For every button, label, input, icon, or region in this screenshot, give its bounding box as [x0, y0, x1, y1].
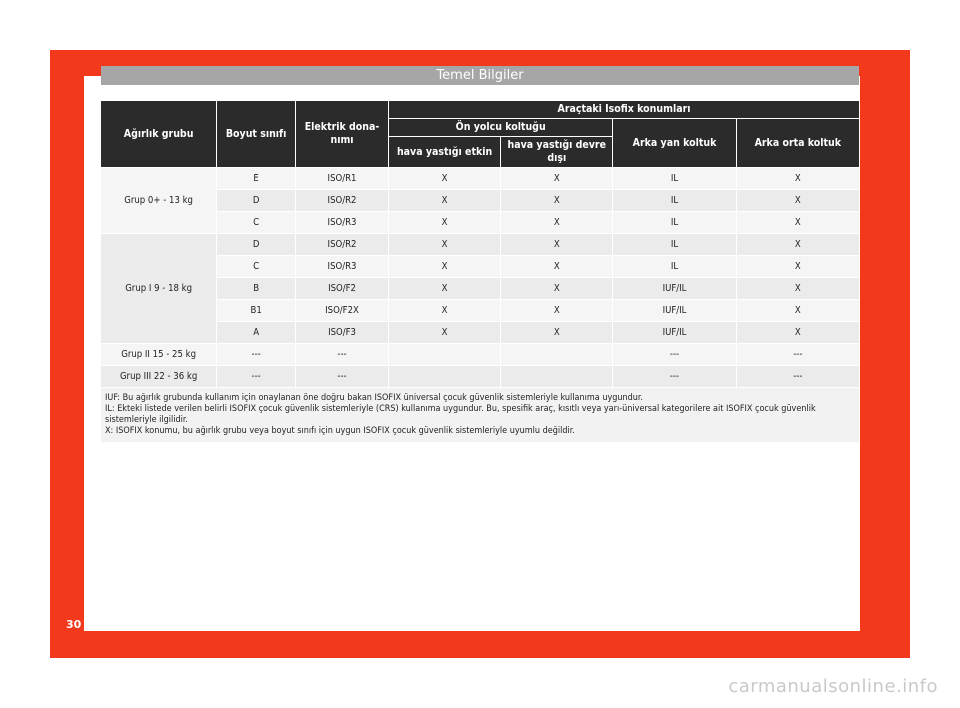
- rear-center-cell: X: [737, 212, 859, 233]
- header-airbag-on: hava yastığı etkin: [389, 137, 500, 167]
- rear-center-cell: X: [737, 234, 859, 255]
- header-rear-center: Arka orta koltuk: [737, 119, 859, 167]
- rear-center-cell: X: [737, 278, 859, 299]
- size-class-cell: E: [217, 168, 295, 189]
- header-rear-side: Arka yan koltuk: [613, 119, 735, 167]
- header-front-passenger: Ön yolcu koltuğu: [389, 119, 612, 136]
- rear-side-cell: IUF/IL: [613, 278, 735, 299]
- airbag-off-cell: X: [501, 190, 612, 211]
- rear-side-cell: IL: [613, 256, 735, 277]
- airbag-off-cell: [501, 366, 612, 387]
- rear-side-cell: IUF/IL: [613, 322, 735, 343]
- table-notes: [101, 388, 859, 442]
- size-class-cell: ---: [217, 344, 295, 365]
- rear-side-cell: ---: [613, 344, 735, 365]
- airbag-on-cell: X: [389, 256, 500, 277]
- rear-side-cell: IL: [613, 190, 735, 211]
- header-weight-group: Ağırlık grubu: [101, 101, 216, 167]
- note-line: IL: Ekteki listede verilen belirli ISOFIX çocuk güvenlik sistemleriyle (CRS) kullanıma uygundur. Bu, spesifik araç, kısıtlı veya yarı-üniversal kategorilere ait ISOFIX çocuk güvenlik sistemleriyle ilgilidir.: [105, 404, 816, 425]
- table-row: [101, 344, 859, 365]
- fixture-cell: ISO/R2: [296, 190, 388, 211]
- size-class-cell: D: [217, 190, 295, 211]
- section-title: Temel Bilgiler: [101, 66, 859, 85]
- notes-row: [101, 388, 859, 442]
- fixture-cell: ISO/F2: [296, 278, 388, 299]
- airbag-on-cell: X: [389, 190, 500, 211]
- page-number: 30: [66, 618, 82, 631]
- airbag-on-cell: [389, 366, 500, 387]
- rear-center-cell: X: [737, 300, 859, 321]
- weight-group-cell: Grup I 9 - 18 kg: [101, 234, 216, 343]
- rear-side-cell: IL: [613, 168, 735, 189]
- airbag-off-cell: X: [501, 278, 612, 299]
- size-class-cell: B: [217, 278, 295, 299]
- size-class-cell: ---: [217, 366, 295, 387]
- airbag-on-cell: X: [389, 212, 500, 233]
- size-class-cell: A: [217, 322, 295, 343]
- airbag-on-cell: X: [389, 322, 500, 343]
- header-size-class: Boyut sınıfı: [217, 101, 295, 167]
- weight-group-cell: Grup 0+ - 13 kg: [101, 168, 216, 233]
- isofix-table-container: [101, 101, 859, 442]
- rear-side-cell: IL: [613, 212, 735, 233]
- size-class-cell: D: [217, 234, 295, 255]
- airbag-on-cell: [389, 344, 500, 365]
- note-line: IUF: Bu ağırlık grubunda kullanım için onaylanan öne doğru bakan ISOFIX üniversal çocuk güvenlik sistemleriyle kullanıma uygundur.: [105, 393, 643, 403]
- rear-center-cell: X: [737, 190, 859, 211]
- size-class-cell: B1: [217, 300, 295, 321]
- size-class-cell: C: [217, 212, 295, 233]
- airbag-on-cell: X: [389, 168, 500, 189]
- header-isofix-positions: Araçtaki Isofix konumları: [389, 101, 859, 118]
- table-body: [101, 168, 859, 442]
- fixture-cell: ---: [296, 344, 388, 365]
- rear-center-cell: X: [737, 256, 859, 277]
- table-row: [101, 366, 859, 387]
- rear-center-cell: ---: [737, 366, 859, 387]
- airbag-off-cell: X: [501, 168, 612, 189]
- rear-center-cell: ---: [737, 344, 859, 365]
- rear-side-cell: ---: [613, 366, 735, 387]
- table-header: [101, 101, 859, 167]
- fixture-cell: ISO/F2X: [296, 300, 388, 321]
- weight-group-cell: Grup III 22 - 36 kg: [101, 366, 216, 387]
- note-line: X: ISOFIX konumu, bu ağırlık grubu veya boyut sınıfı için uygun ISOFIX çocuk güvenlik sistemleriyle uyumlu değildir.: [105, 426, 575, 436]
- fixture-cell: ISO/F3: [296, 322, 388, 343]
- size-class-cell: C: [217, 256, 295, 277]
- rear-side-cell: IL: [613, 234, 735, 255]
- fixture-cell: ISO/R3: [296, 212, 388, 233]
- fixture-cell: ISO/R2: [296, 234, 388, 255]
- weight-group-cell: Grup II 15 - 25 kg: [101, 344, 216, 365]
- rear-center-cell: X: [737, 168, 859, 189]
- header-fixture: Elektrik donanımı: [296, 101, 388, 167]
- airbag-off-cell: [501, 344, 612, 365]
- airbag-on-cell: X: [389, 234, 500, 255]
- table-row: [101, 168, 859, 189]
- fixture-cell: ISO/R3: [296, 256, 388, 277]
- airbag-on-cell: X: [389, 278, 500, 299]
- fixture-cell: ISO/R1: [296, 168, 388, 189]
- table-row: [101, 234, 859, 255]
- fixture-cell: ---: [296, 366, 388, 387]
- header-airbag-off: hava yastığı devre dışı: [501, 137, 612, 167]
- airbag-off-cell: X: [501, 234, 612, 255]
- airbag-off-cell: X: [501, 212, 612, 233]
- isofix-table: [100, 100, 860, 443]
- airbag-on-cell: X: [389, 300, 500, 321]
- airbag-off-cell: X: [501, 300, 612, 321]
- watermark: carmanualsonline.info: [728, 676, 938, 697]
- airbag-off-cell: X: [501, 322, 612, 343]
- rear-side-cell: IUF/IL: [613, 300, 735, 321]
- rear-center-cell: X: [737, 322, 859, 343]
- airbag-off-cell: X: [501, 256, 612, 277]
